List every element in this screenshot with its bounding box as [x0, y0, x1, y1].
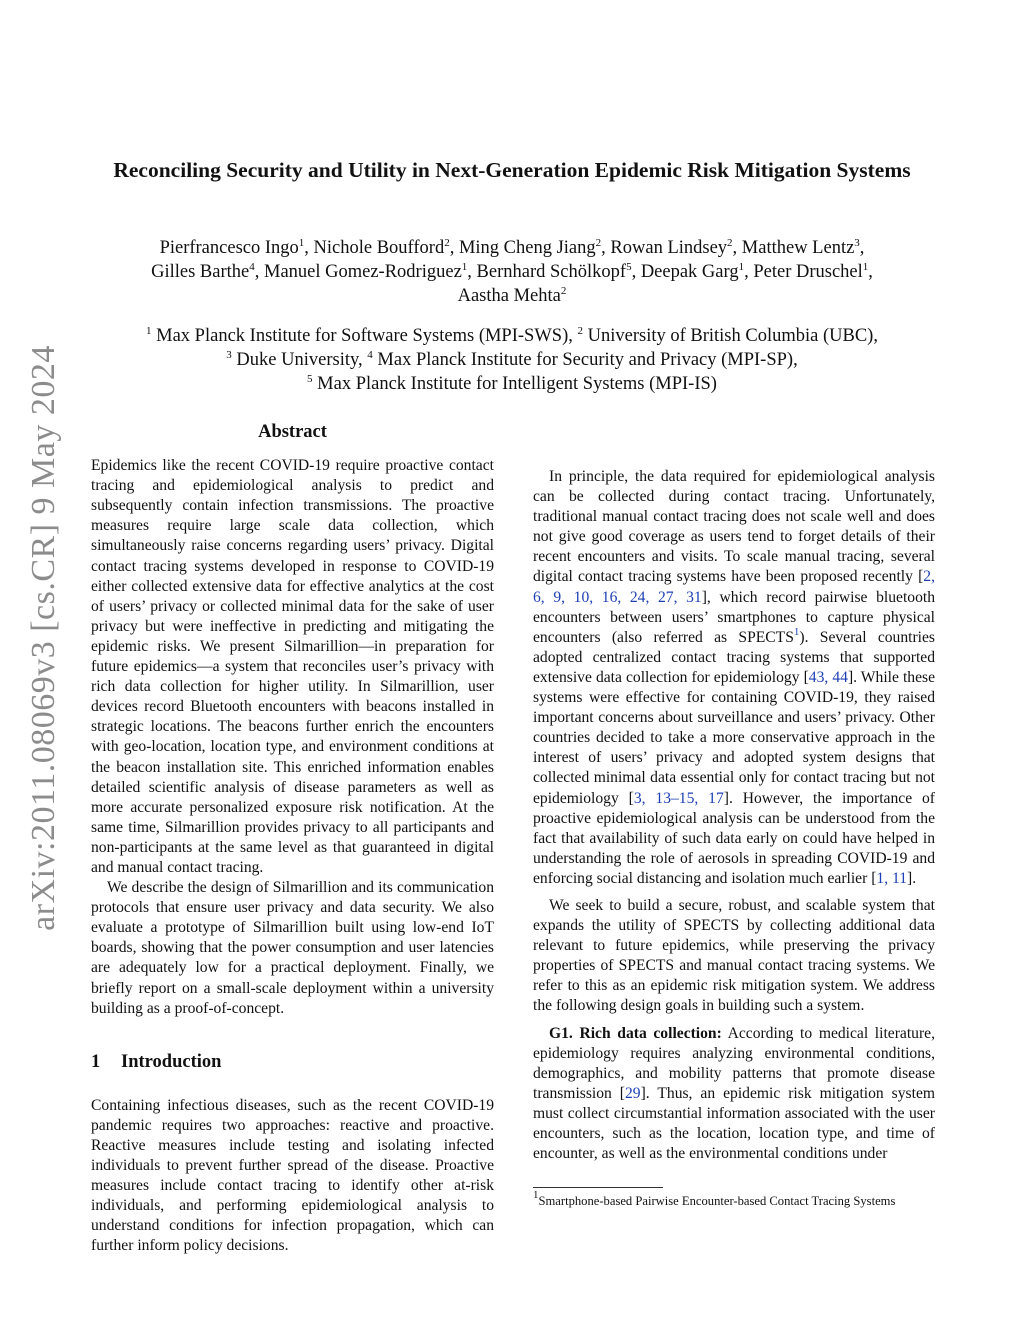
author: Bernhard Schölkopf	[476, 262, 627, 282]
author: Nichole Boufford	[313, 238, 445, 258]
author: Rowan Lindsey	[610, 238, 728, 258]
right-column	[533, 424, 935, 1164]
left-column	[91, 422, 494, 1257]
author: Aastha Mehta	[457, 286, 561, 306]
citation-link[interactable]: 3, 13–15, 17	[633, 789, 724, 807]
author: Pierfrancesco Ingo	[159, 238, 299, 258]
abstract-heading: Abstract	[258, 422, 327, 442]
intro-paragraph-2: In principle, the data required for epidemiological analysis can be collected during contact tracing. Unfortunately, traditional manual contact tracing does not scale well and does not give good coverage as users tend to forget details of their recent encounters and visits. To scale manual tracing, several digital contact tracing systems have been proposed recently [2, 6, 9, 10, 16, 24, 27, 31], which record pairwise bluetooth encounters between users’ smartphones to capture physical encounters (also referred as SPECTS$^1$). Several countries adopted centralized contact tracing systems that supported extensive data collection for epidemiology [43, 44]. While these systems were effective for containing COVID-19, they raised important concerns about surveillance and users’ privacy. Other countries decided to take a more conservative approach in the interest of users’ privacy and adopted system designs that collected minimal data essential only for contact tracing but not epidemiology [3, 13–15, 17]. However, the importance of proactive epidemiological analysis can be understood from the fact that availability of such data early on could have helped in understanding the role of aerosols in spreading COVID-19 and enforcing social distancing and isolation much earlier [1, 11].	[533, 468, 936, 887]
author-line-1: Pierfrancesco Ingo$^1$, Nichole Boufford$^2$, Ming Cheng Jiang$^2$, Rowan Lindsey$^2$, Matthew Lentz$^3$,	[159, 237, 865, 258]
citation-link[interactable]: 29	[625, 1084, 641, 1102]
author-line-2: Gilles Barthe$^4$, Manuel Gomez-Rodriguez$^1$, Bernhard Schölkopf$^5$, Deepak Garg$^1$, Peter Druschel$^1$,	[151, 261, 873, 282]
intro-paragraph-3: We seek to build a secure, robust, and scalable system that expands the utility of SPECTS by collecting additional data relevant to future epidemics, while preserving the privacy properties of SPECTS and manual contact tracing systems. We refer to this as an epidemic risk mitigation system. We address the following design goals in building such a system.	[533, 896, 935, 1015]
author: Peter Druschel	[753, 262, 863, 282]
affiliations: $^1$ Max Planck Institute for Software Systems (MPI-SWS), $^2$ University of British Columbia (UBC), $^3$ Duke University, $^4$ Max Planck Institute for Security and Privacy (MPI-SP), $^5$ Max Planck Institute for Intelligent Systems (MPI-IS)	[146, 325, 878, 394]
citation-link[interactable]: 43, 44	[808, 668, 848, 686]
paper-title: Reconciling Security and Utility in Next-Generation Epidemic Risk Mitigation Systems	[113, 158, 911, 182]
footnote-divider	[533, 1187, 663, 1188]
author-line-3: Aastha Mehta$^2$	[457, 285, 567, 306]
author: Deepak Garg	[640, 262, 739, 282]
author: Manuel Gomez-Rodriguez	[264, 262, 462, 282]
affiliation: Duke University,	[236, 350, 363, 370]
affiliation: Max Planck Institute for Security and Privacy (MPI-SP),	[377, 350, 798, 370]
author: Ming Cheng Jiang	[458, 238, 596, 258]
author: Gilles Barthe	[151, 262, 250, 282]
affiliation: Max Planck Institute for Intelligent Systems (MPI-IS)	[317, 374, 717, 394]
citation-link[interactable]: 2, 6, 9, 10, 16, 24, 27, 31	[533, 568, 935, 606]
intro-paragraph-1: Containing infectious diseases, such as the recent COVID-19 pandemic requires two approaches: reactive and proactive. Reactive measures include testing and isolating infected individuals to prevent further spread of the disease. Proactive measures include contact tracing to identify other at-risk individuals, and performing epidemiological analysis to understand conditions for infection propagation, which can further inform policy decisions.	[91, 1096, 494, 1255]
author: Matthew Lentz	[741, 238, 855, 258]
author-list	[80, 236, 944, 308]
design-goal-g1: G1. Rich data collection: According to medical literature, epidemiology requires analyzing environmental conditions, demographics, and mobility patterns that promote disease transmission [29]. Thus, an epidemic risk mitigation system must collect circumstantial information associated with the user encounters, such as the location, location type, and time of encounter, as well as the environmental conditions under	[533, 1024, 935, 1163]
affiliation: University of British Columbia (UBC),	[587, 326, 878, 346]
footnote-marker[interactable]: 1	[793, 625, 800, 638]
affiliation: Max Planck Institute for Software Systems (MPI-SWS),	[156, 326, 573, 346]
footnote: $^1$Smartphone-based Pairwise Encounter-based Contact Tracing Systems	[533, 1189, 896, 1208]
arxiv-identifier: arXiv:2011.08069v3 [cs.CR] 9 May 2024	[25, 345, 62, 931]
abstract-paragraph: We describe the design of Silmarillion and its communication protocols that ensure user privacy and data security. We also evaluate a prototype of Silmarillion built using low-end IoT boards, showing that the power consumption and user latencies are adequately low for a practical deployment. Finally, we briefly report on a small-scale deployment within a university building as a proof-of-concept.	[91, 879, 494, 1017]
section-heading: 1 Introduction	[91, 1051, 222, 1072]
abstract-paragraph: Epidemics like the recent COVID-19 require proactive contact tracing and epidemiological analysis to predict and subsequently contain infection transmissions. The proactive measures require large scale data collection, which simultaneously raise concerns regarding users’ privacy. Digital contact tracing systems developed in response to COVID-19 either collected extensive data for effective analytics at the cost of users’ privacy or collected minimal data for the sake of user privacy but were ineffective in predicting and mitigating the epidemic risks. We present Silmarillion—in preparation for future epidemics—a system that reconciles user’s privacy with rich data collection for higher utility. In Silmarillion, user devices record Bluetooth encounters with beacons installed in strategic locations. The beacons further enrich the encounters with geo-location, location type, and environment conditions at the beacon installation site. This enriched information enables detailed scientific analysis of disease parameters as well as more accurate personalized exposure risk notification. At the same time, Silmarillion provides privacy to all participants and non-participants at the same level as that guaranteed in digital and manual contact tracing.	[91, 457, 494, 876]
citation-link[interactable]: 1, 11	[876, 869, 907, 887]
